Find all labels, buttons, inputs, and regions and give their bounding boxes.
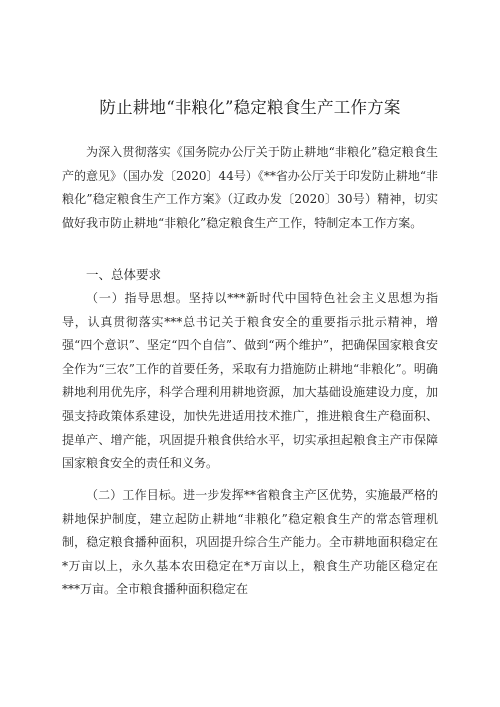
- paragraph-work-goals: （二）工作目标。进一步发挥**省粮食主产区优势，实施最严格的耕地保护制度，建立起防止耕地“非粮化”稳定粮食生产的常态管理机制，稳定粮食播种面积，巩固提升综合生产能力。全市耕地面积稳定在*万亩以上，永久基本农田稳定在*万亩以上，粮食生产功能区稳定在***万亩。全市粮食播种面积稳定在: [62, 488, 438, 597]
- intro-paragraph: 为深入贯彻落实《国务院办公厅关于防止耕地“非粮化”稳定粮食生产的意见》（国办发〔2020〕44号）《**省办公厅关于印发防止耕地“非粮化”稳定粮食生产工作方案》（辽政办发〔2020〕30号）精神，切实做好我市防止耕地“非粮化”稳定粮食生产工作，特制定本工作方案。: [62, 145, 438, 230]
- paragraph-guiding-ideology: （一）指导思想。坚持以***新时代中国特色社会主义思想为指导，认真贯彻落实***总书记关于粮食安全的重要指示批示精神，增强“四个意识”、坚定“四个自信”、做到“两个维护”，把确保国家粮食安全作为“三农”工作的首要任务，采取有力措施防止耕地“非粮化”。明确耕地利用优先序，科学合理利用耕地资源，加大基础设施建设力度，加强支持政策体系建设，加快先进适用技术推广，推进粮食生产稳面积、提单产、增产能，巩固提升粮食供给水平，切实承担起粮食主产市保障国家粮食安全的责任和义务。: [62, 291, 438, 471]
- section-heading-general-requirements: 一、总体要求: [86, 267, 162, 282]
- document-title: 防止耕地“非粮化”稳定粮食生产工作方案: [99, 98, 401, 117]
